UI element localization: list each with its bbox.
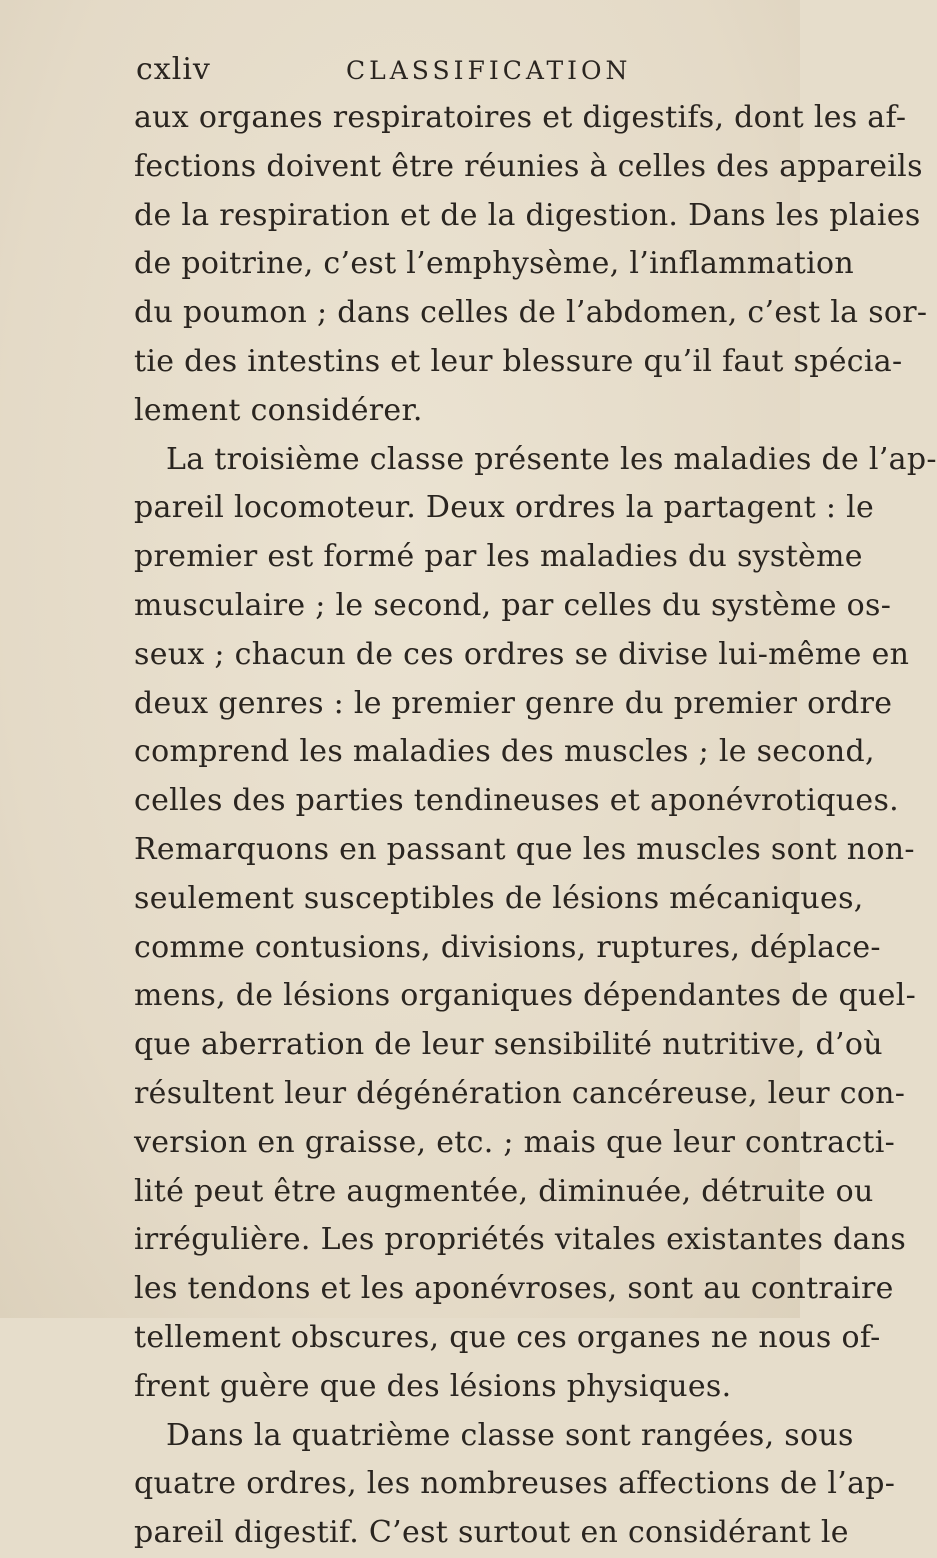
text-line: tie des intestins et leur blessure qu’il faut spécia- [134, 343, 903, 379]
text-line: de la respiration et de la digestion. Dans les plaies [134, 197, 921, 233]
text-line: musculaire ; le second, par celles du système os- [134, 587, 892, 623]
text-line: lité peut être augmentée, diminuée, détruite ou [134, 1173, 874, 1209]
body-text [134, 94, 937, 1558]
text-line: Remarquons en passant que les muscles sont non- [134, 831, 915, 867]
text-line: tellement obscures, que ces organes ne nous of- [134, 1319, 881, 1355]
text-line: seulement susceptibles de lésions mécaniques, [134, 880, 864, 916]
text-line: comme contusions, divisions, ruptures, déplace- [134, 929, 881, 965]
text-line: comprend les maladies des muscles ; le second, [134, 734, 875, 770]
text-line: résultent leur dégénération cancéreuse, leur con- [134, 1075, 906, 1111]
page-header [136, 52, 756, 92]
text-line: aux organes respiratoires et digestifs, dont les af- [134, 100, 907, 135]
text-line: Dans la quatrième classe sont rangées, sous [166, 1417, 854, 1453]
text-line: pareil digestif. C’est surtout en considérant le [134, 1515, 849, 1551]
text-line: frent guère que des lésions physiques. [134, 1368, 732, 1404]
text-line: premier est formé par les maladies du système [134, 539, 863, 575]
running-head: CLASSIFICATION [346, 56, 632, 85]
text-line: que aberration de leur sensibilité nutritive, d’où [134, 1027, 883, 1063]
text-line: celles des parties tendineuses et aponévrotiques. [134, 783, 899, 819]
text-line: irrégulière. Les propriétés vitales existantes dans [134, 1222, 907, 1258]
text-line: de poitrine, c’est l’emphysème, l’inflammation [134, 246, 855, 282]
text-line: lement considérer. [134, 392, 423, 428]
text-line: pareil locomoteur. Deux ordres la partagent : le [134, 490, 875, 526]
text-line: seux ; chacun de ces ordres se divise lui-même en [134, 636, 910, 672]
text-line: les tendons et les aponévroses, sont au contraire [134, 1271, 894, 1307]
text-line: mens, de lésions organiques dépendantes de quel- [134, 978, 917, 1014]
text-line: du poumon ; dans celles de l’abdomen, c’est la sor- [134, 295, 928, 331]
text-line: version en graisse, etc. ; mais que leur contracti- [134, 1124, 896, 1160]
page-number: cxliv [136, 52, 211, 87]
text-line: deux genres : le premier genre du premier ordre [134, 685, 893, 721]
text-line: fections doivent être réunies à celles des appareils [134, 148, 923, 184]
text-line: La troisième classe présente les maladies de l’ap- [166, 441, 937, 477]
text-line: quatre ordres, les nombreuses affections de l’ap- [134, 1466, 896, 1502]
